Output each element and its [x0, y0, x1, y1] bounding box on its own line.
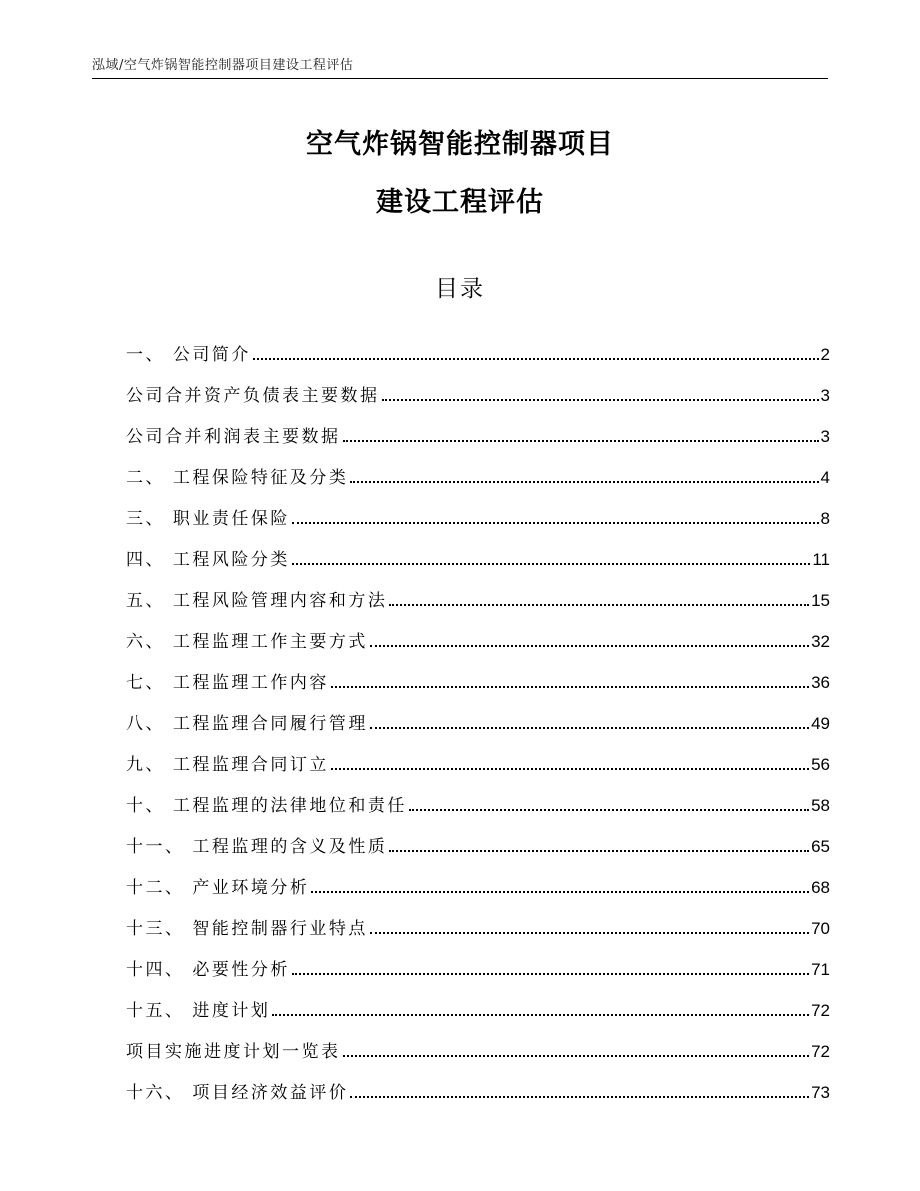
toc-entry-page: 70 [811, 919, 830, 938]
toc-entry[interactable] [126, 611, 830, 652]
header-divider [92, 78, 828, 79]
toc-entry-page: 71 [811, 960, 830, 979]
toc-entry-label: 十四、 必要性分析 [126, 960, 290, 980]
toc-dot-leader [311, 891, 809, 893]
toc-entry[interactable] [126, 734, 830, 775]
toc-entry[interactable] [126, 324, 830, 365]
toc-dot-leader [253, 358, 819, 360]
toc-entry-label: 二、 工程保险特征及分类 [126, 468, 349, 488]
toc-entry-label: 十六、 项目经济效益评价 [126, 1083, 349, 1103]
toc-entry-label: 项目实施进度计划一览表 [126, 1042, 341, 1062]
toc-entry-label: 三、 职业责任保险 [126, 509, 290, 529]
running-header: 泓域/空气炸锅智能控制器项目建设工程评估 [92, 58, 354, 73]
toc-dot-leader [331, 768, 809, 770]
toc-entry-label: 十、 工程监理的法律地位和责任 [126, 796, 407, 816]
toc-entry-page: 3 [820, 427, 830, 446]
toc-entry-label: 四、 工程风险分类 [126, 550, 290, 570]
toc-entry-label: 五、 工程风险管理内容和方法 [126, 591, 388, 611]
toc-entry-label: 八、 工程监理合同履行管理 [126, 714, 368, 734]
toc-dot-leader [350, 481, 818, 483]
toc-entry-page: 56 [811, 755, 830, 774]
toc-entry[interactable] [126, 488, 830, 529]
toc-entry-page: 3 [820, 386, 830, 405]
toc-dot-leader [331, 686, 809, 688]
toc-entry[interactable] [126, 570, 830, 611]
toc-entry-label: 十二、 产业环境分析 [126, 878, 310, 898]
toc-dot-leader [370, 645, 809, 647]
toc-entry[interactable] [126, 939, 830, 980]
toc-entry-page: 68 [811, 878, 830, 897]
toc-heading: 目录 [435, 276, 485, 302]
toc-entry-page: 32 [811, 632, 830, 651]
toc-dot-leader [292, 973, 809, 975]
toc-entry-label: 七、 工程监理工作内容 [126, 673, 329, 693]
toc-entry-page: 49 [811, 714, 830, 733]
toc-entry-page: 15 [811, 591, 830, 610]
toc-dot-leader [389, 850, 809, 852]
table-of-contents [126, 324, 830, 1103]
toc-dot-leader [370, 932, 809, 934]
toc-dot-leader [292, 563, 810, 565]
toc-entry-label: 公司合并资产负债表主要数据 [126, 386, 380, 406]
toc-entry-page: 72 [811, 1001, 830, 1020]
toc-dot-leader [389, 604, 809, 606]
toc-entry-label: 十五、 进度计划 [126, 1001, 271, 1021]
toc-entry-label: 十三、 智能控制器行业特点 [126, 919, 368, 939]
toc-entry-label: 公司合并利润表主要数据 [126, 427, 341, 447]
toc-entry[interactable] [126, 980, 830, 1021]
toc-entry-label: 十一、 工程监理的含义及性质 [126, 837, 388, 857]
toc-entry[interactable] [126, 652, 830, 693]
toc-entry[interactable] [126, 857, 830, 898]
toc-dot-leader [370, 727, 809, 729]
document-title-line2: 建设工程评估 [376, 187, 544, 218]
toc-entry-page: 73 [811, 1083, 830, 1102]
toc-entry-page: 72 [811, 1042, 830, 1061]
toc-dot-leader [350, 1096, 809, 1098]
toc-entry[interactable] [126, 447, 830, 488]
toc-dot-leader [272, 1014, 809, 1016]
toc-entry-page: 8 [820, 509, 830, 528]
toc-entry-page: 65 [811, 837, 830, 856]
toc-entry-page: 2 [820, 345, 830, 364]
toc-entry[interactable] [126, 406, 830, 447]
toc-entry-page: 4 [820, 468, 830, 487]
toc-dot-leader [382, 399, 819, 401]
toc-entry[interactable] [126, 898, 830, 939]
toc-entry[interactable] [126, 1062, 830, 1103]
toc-entry-label: 六、 工程监理工作主要方式 [126, 632, 368, 652]
toc-entry-page: 36 [811, 673, 830, 692]
toc-entry[interactable] [126, 529, 830, 570]
toc-dot-leader [409, 809, 809, 811]
toc-entry[interactable] [126, 365, 830, 406]
toc-entry[interactable] [126, 816, 830, 857]
document-title-line1: 空气炸锅智能控制器项目 [306, 129, 614, 160]
toc-dot-leader [292, 522, 819, 524]
toc-dot-leader [343, 1055, 810, 1057]
toc-entry[interactable] [126, 693, 830, 734]
toc-entry[interactable] [126, 775, 830, 816]
toc-entry-page: 11 [812, 550, 830, 569]
toc-entry-page: 58 [811, 796, 830, 815]
toc-entry-label: 九、 工程监理合同订立 [126, 755, 329, 775]
toc-dot-leader [343, 440, 819, 442]
toc-entry-label: 一、 公司简介 [126, 345, 251, 365]
toc-entry[interactable] [126, 1021, 830, 1062]
